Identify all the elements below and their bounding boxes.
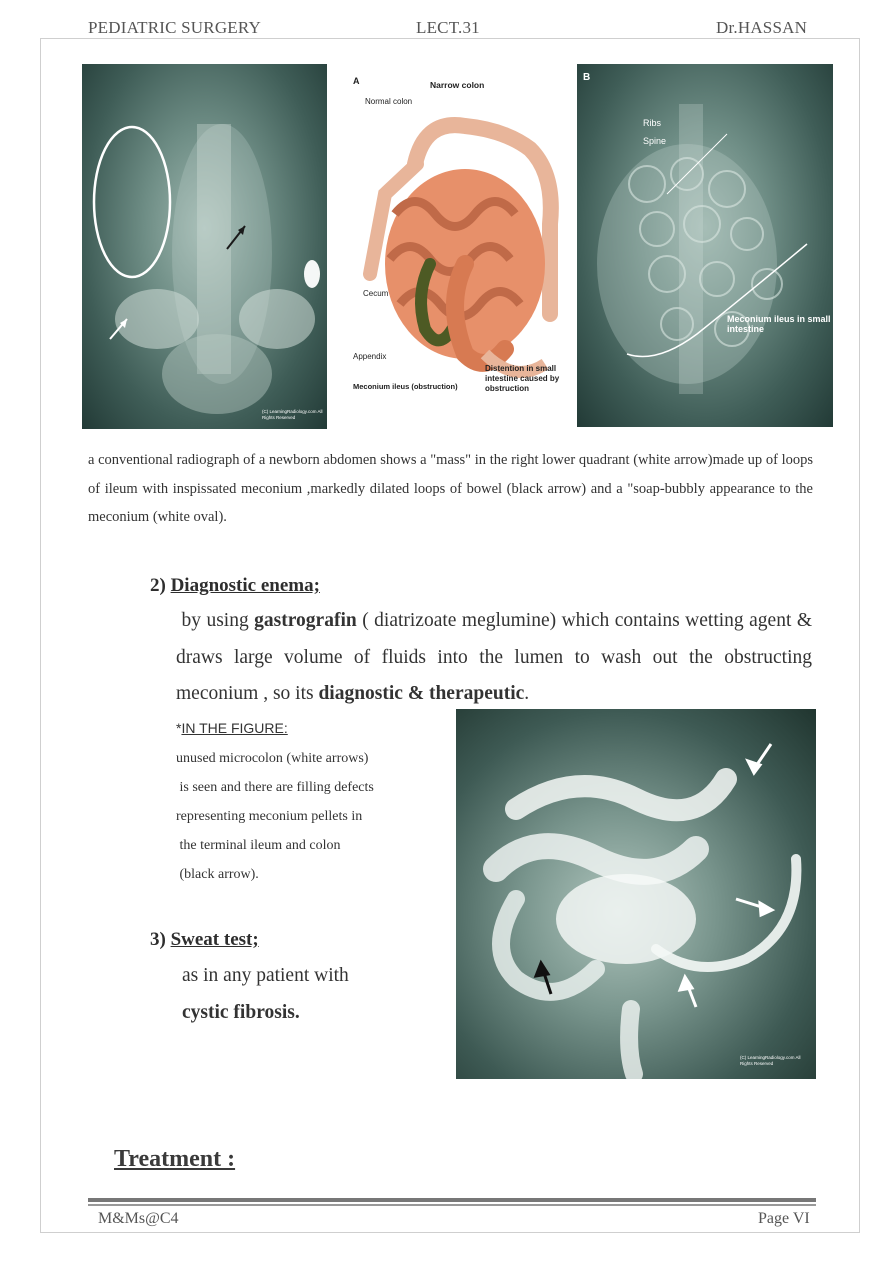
label-cecum: Cecum	[363, 289, 389, 298]
label-spine: Spine	[643, 136, 667, 146]
panel-b-label: B	[583, 72, 591, 83]
radiograph-figure-b	[577, 64, 833, 427]
figure-note-line: unused microcolon (white arrows)	[176, 751, 369, 766]
section-2-heading	[150, 575, 320, 597]
label-normal-colon: Normal colon	[365, 97, 413, 106]
header-left: PEDIATRIC SURGERY	[88, 18, 261, 37]
treatment-heading: Treatment :	[114, 1146, 236, 1172]
figure-note-line: is seen and there are filling defects	[176, 780, 374, 795]
section-3-heading	[150, 929, 259, 951]
section-3-number: 3)	[150, 929, 166, 950]
section-3-body	[182, 957, 349, 1031]
footer-page-number: Page VI	[758, 1210, 810, 1227]
figure-note: *IN THE FIGURE: unused microcolon (white arrows) is seen and there are filling defects representing meconium pellets in the terminal ileum and colon (black arrow).	[176, 714, 374, 889]
footer-left: M&Ms@C4	[98, 1210, 179, 1227]
label-meconium-ileus: Meconium ileus (obstruction)	[353, 382, 458, 391]
label-meconium-small-intestine: Meconium ileus in small intestine	[727, 314, 831, 334]
panel-a-label: A	[353, 76, 360, 86]
contrast-enema-radiograph	[456, 709, 816, 1079]
radiograph-figure-1	[82, 64, 327, 429]
footer-rule	[88, 1198, 816, 1202]
section-3-title: Sweat test;	[170, 929, 259, 950]
label-narrow-colon: Narrow colon	[430, 80, 485, 90]
section-3-line-2: cystic fibrosis.	[182, 1002, 300, 1023]
section-2-number: 2)	[150, 575, 166, 596]
figure-note-label: IN THE FIGURE:	[181, 720, 288, 736]
footer-rule-thin	[88, 1204, 816, 1206]
section-2-title: Diagnostic enema;	[170, 575, 320, 596]
label-appendix: Appendix	[353, 352, 387, 361]
header-right: Dr.HASSAN	[716, 18, 808, 37]
anatomy-illustration	[345, 64, 570, 429]
section-2-body: by using gastrografin ( diatrizoate meglumine) which contains wetting agent & draws large volume of fluids into the lumen to wash out the obstructing meconium , so its diagnostic & therapeutic.	[176, 610, 812, 704]
label-distention: Distention in small intestine caused by obstruction	[485, 364, 560, 393]
radiograph-logo: (C) LearningRadiology.com All Rights Reserved	[740, 1055, 801, 1066]
header-center: LECT.31	[416, 18, 480, 37]
figure-note-line: the terminal ileum and colon	[176, 838, 341, 853]
figure-note-line: representing meconium pellets in	[176, 809, 363, 824]
label-ribs: Ribs	[643, 118, 662, 128]
figure-note-line: (black arrow).	[176, 867, 259, 882]
section-3-line-1: as in any patient with	[182, 965, 349, 986]
figure-caption: a conventional radiograph of a newborn abdomen shows a "mass" in the right lower quadrant (white arrow)made up of loops of ileum with inspissated meconium ,markedly dilated loops of bowel (black arrow) and a "soap-bubbly appearance to the meconium (white oval).	[88, 452, 813, 525]
radiograph-logo: (C) LearningRadiology.com All Rights Reserved	[262, 409, 323, 420]
